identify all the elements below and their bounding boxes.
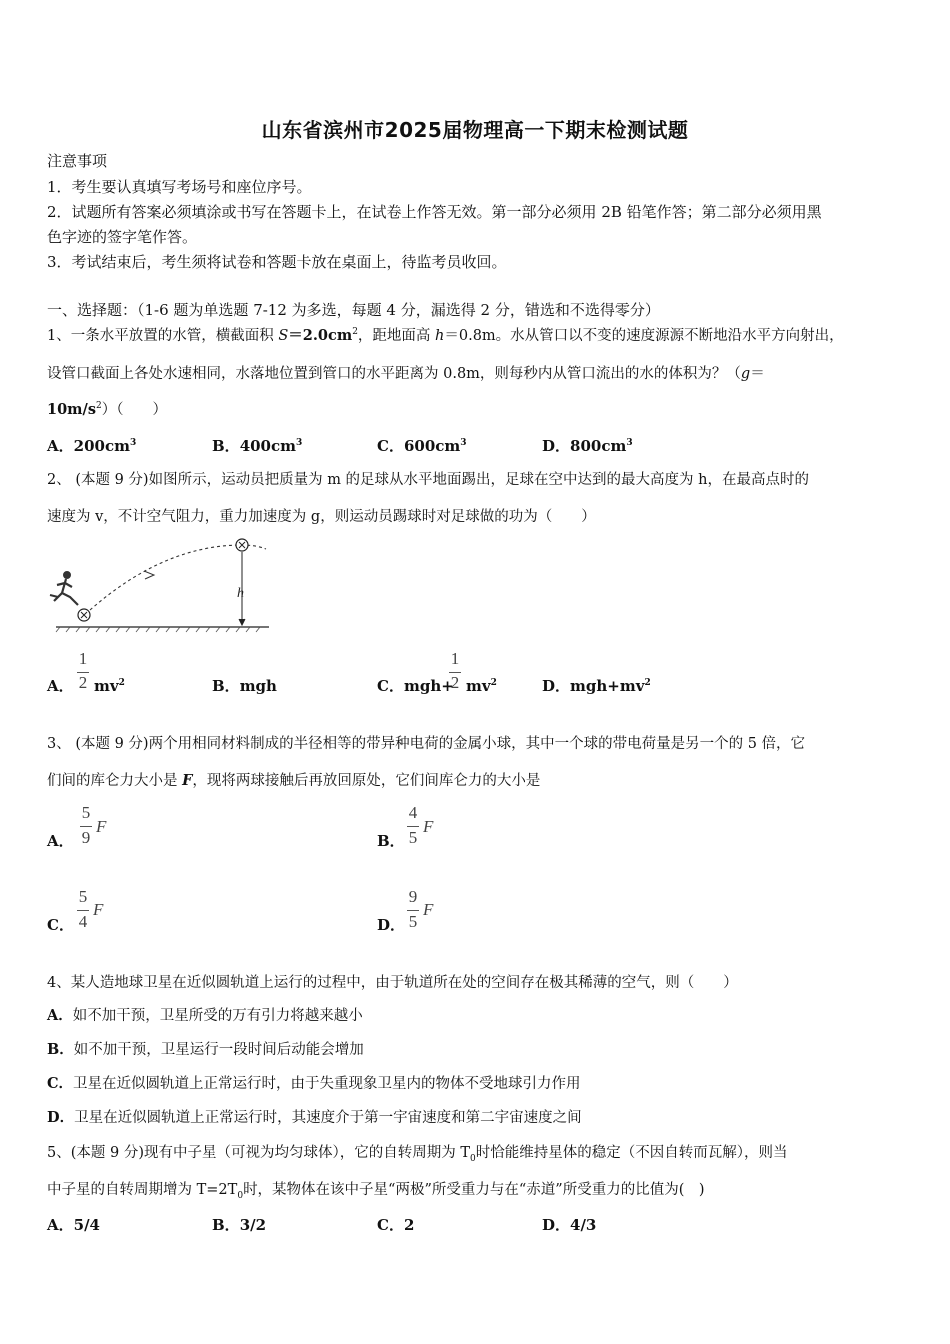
q1-option-a: A．$200cm^3$ [47,437,137,455]
q1-line-1 [47,326,844,346]
notice-item-3: 3．考试结束后，考生须将试卷和答题卡放在桌面上，待监考员收回。 [47,253,507,271]
q4-option-a: A．如不加干预，卫星所受的万有引力将越来越小 [47,1007,363,1024]
q2-option-d: D．$mgh+mv^2$ [542,677,651,695]
q2-figure-kick-trajectory [44,535,274,635]
q2-line-1: 2、 (本题 9 分)如图所示，运动员把质量为 m 的足球从水平地面踢出，足球在空中达到的最大高度为 h，在最高点时的 [47,472,810,488]
q1-var-g: g [740,366,751,382]
q1-g-value: 10m/s [47,401,96,418]
q2-line-2: 速度为 v，不计空气阻力，重力加速度为 g，则运动员踢球时对足球做的功为（ ） [47,509,596,525]
q1-line-2 [47,364,765,384]
q1-text: ＝0.8m。水从管口以不变的速度源源不断地沿水平方向射出， [444,328,844,344]
q1-option-c: C．$600cm^3$ [377,437,467,455]
q3-line-2: 们间的库仑力大小是 F，现将两球接触后再放回原处，它们间库仑力的大小是 [47,772,541,789]
q3-option-a-fraction: 5 9 [81,803,91,847]
trajectory-arrow [144,571,154,579]
q5-line-1: 5、(本题 9 分)现有中子星（可视为均匀球体），它的自转周期为 $T_0$时恰能维持星体的稳定（不因自转而瓦解），则当 [47,1145,788,1164]
q3-option-c-fraction: 5 4 [78,887,88,931]
notice-heading: 注意事项 [47,152,108,170]
q5-option-a: A．5/4 [47,1216,100,1234]
q1-text: 1、一条水平放置的水管，横截面积 [47,328,279,344]
q3-option-d-fraction: 9 5 [408,887,418,931]
q3-option-d-var: F [423,900,434,919]
page-title: 山东省滨州市2025届物理高一下期末检测试题 [261,118,689,142]
notice-item-1: 1．考生要认真填写考场号和座位序号。 [47,178,312,196]
q2-option-b: B．mgh [212,677,277,695]
height-label: h [237,586,244,601]
section-heading: 一、选择题：（1-6 题为单选题 7-12 为多选，每题 4 分，漏选得 2 分，错选和不选得零分） [47,301,660,319]
q1-text: ，距地面高 [357,328,436,344]
q1-line-3 [47,400,167,420]
player-figure [50,572,78,606]
q2-option-a-fraction: 1 2 [78,649,88,692]
q2-option-c: C．mgh+ [377,677,454,695]
q1-sup: 2 [95,401,102,411]
q4-option-d: D．卫星在近似圆轨道上正常运行时，其速度介于第一宇宙速度和第二宇宙速度之间 [47,1109,582,1126]
q5-option-b: B．3/2 [212,1216,267,1234]
q1-option-b: B．$400cm^3$ [212,437,303,455]
q1-area: ＝2.0cm [288,327,353,344]
q4-stem: 4、某人造地球卫星在近似圆轨道上运行的过程中，由于轨道所在处的空间存在极其稀薄的空气，则（ ） [47,975,738,991]
q2-option-a-text: $mv^2$ [94,677,125,695]
q5-line-2: 中子星的自转周期增为 $T=2T_0$时，某物体在该中子星“两极”所受重力与在“赤道”所受重力的比值为( ) [47,1182,705,1201]
q3-option-d: D． [377,916,406,934]
q3-line-1: 3、 (本题 9 分)两个用相同材料制成的半径相等的带异种电荷的金属小球，其中一个球的带电荷量是另一个的 5 倍，它 [47,736,806,752]
q3-option-c: C． [47,916,74,934]
q5-option-d: D．4/3 [542,1216,597,1234]
ground-hatching [56,627,260,632]
q1-var-h: h [435,328,445,344]
q2-option-c-fraction: 1 2 [450,649,460,692]
q3-option-b: B． [377,832,405,850]
q3-option-b-fraction: 4 5 [408,803,418,847]
q3-option-a: A． [47,832,74,850]
notice-item-2-cont: 色字迹的签字笔作答。 [47,228,198,246]
q3-option-b-var: F [423,817,434,836]
q3-option-c-var: F [93,900,104,919]
q2-option-c-tail: $mv^2$ [466,677,497,695]
q1-var-s: S [278,328,289,344]
q4-option-c: C．卫星在近似圆轨道上正常运行时，由于失重现象卫星内的物体不受地球引力作用 [47,1075,581,1092]
q1-text: ＝ [750,366,765,382]
q1-text: 设管口截面上各处水速相同，水落地位置到管口的水平距离为 0.8m，则每秒内从管口流出的水的体积为？（ [47,366,741,382]
notice-item-2: 2．试题所有答案必须填涂或书写在答题卡上，在试卷上作答无效。第一部分必须用 2B 铅笔作答；第二部分必须用黑 [47,203,822,221]
q1-option-d: D．$800cm^3$ [542,437,633,455]
q3-option-a-var: F [96,817,107,836]
height-arrow-head [239,619,245,625]
q1-sup: 2 [352,327,358,337]
q4-option-b: B．如不加干预，卫星运行一段时间后动能会增加 [47,1041,364,1058]
q5-option-c: C．2 [377,1216,415,1234]
q2-option-a: A． [47,677,74,695]
q1-answer-blank: ）（ ） [101,402,167,418]
